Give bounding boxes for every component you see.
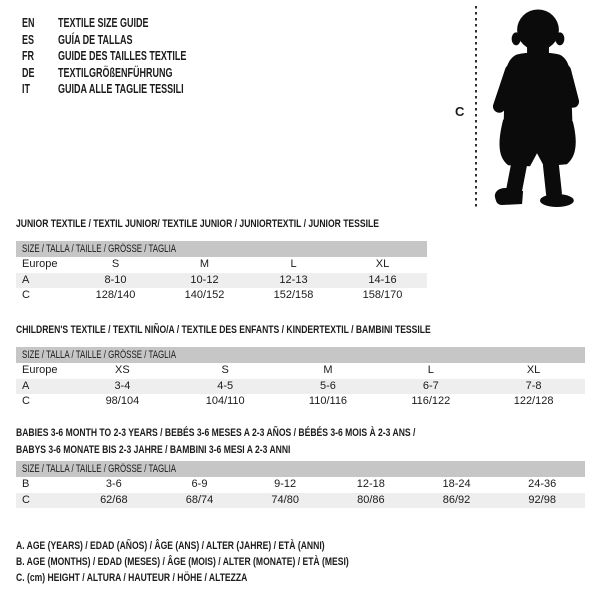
row-label: A <box>22 273 30 286</box>
table-row-europe <box>16 363 585 379</box>
table-cell: 8-10 <box>104 273 127 286</box>
language-row <box>22 32 186 49</box>
table-cell: L <box>427 364 434 376</box>
table-cell: 122/128 <box>513 395 554 407</box>
footnote-line: B. AGE (MONTHS) / EDAD (MESES) / ÂGE (MOIS) / ALTER (MONATE) / ETÀ (MESI) <box>16 556 349 568</box>
size-header-label: SIZE / TALLA / TAILLE / GRÖSSE / TAGLIA <box>22 243 177 255</box>
height-dashed-line <box>474 6 478 207</box>
size-header-label: SIZE / TALLA / TAILLE / GRÖSSE / TAGLIA <box>22 463 177 475</box>
table-cell: L <box>290 258 297 270</box>
table-cell: 92/98 <box>528 493 556 506</box>
table-cell: 10-12 <box>190 273 219 286</box>
row-label: C <box>22 395 30 407</box>
table-cell: 152/158 <box>273 289 314 301</box>
table-cell: 98/104 <box>105 395 140 407</box>
footnotes <box>16 538 349 586</box>
language-code: EN <box>22 16 35 30</box>
table-cell: 62/68 <box>100 493 128 506</box>
size-header-bar <box>16 461 585 477</box>
size-header-label: SIZE / TALLA / TAILLE / GRÖSSE / TAGLIA <box>22 349 177 361</box>
language-title: TEXTILGRÖßENFÜHRUNG <box>58 65 173 80</box>
table-cell: 80/86 <box>357 493 385 506</box>
size-header-bar <box>16 241 427 257</box>
table-row-b <box>16 477 585 493</box>
row-label: C <box>22 493 30 506</box>
language-title: GUIDA ALLE TAGLIE TESSILI <box>58 82 184 96</box>
height-c-label: C <box>455 104 465 119</box>
table-row-europe <box>16 257 427 273</box>
table-cell: S <box>221 364 229 376</box>
footnote-line: C. (cm) HEIGHT / ALTURA / HAUTEUR / HÖHE / ALTEZZA <box>16 572 248 584</box>
table-title: BABIES 3-6 MONTH TO 2-3 YEARS / BEBÉS 3-6 MESES A 2-3 AÑOS / BÉBÉS 3-6 MOIS À 2-3 ANS / BABYS 3-6 MONATE BIS 2-3 JAHRE / BAMBINI 3-6 MESI A 2-3 ANNI <box>16 427 416 456</box>
table-cell: 3-6 <box>105 478 122 490</box>
table-cell: 68/74 <box>185 493 214 506</box>
language-code: IT <box>22 82 30 96</box>
table-cell: XS <box>115 364 130 376</box>
table-cell: 9-12 <box>274 478 297 490</box>
table-cell: 140/152 <box>184 289 225 301</box>
table-cell: XL <box>375 258 390 270</box>
language-code: ES <box>22 32 35 47</box>
language-title: TEXTILE SIZE GUIDE <box>58 16 149 30</box>
table-cell: 18-24 <box>442 478 471 490</box>
table-cell: M <box>199 258 210 270</box>
language-title: GUIDE DES TAILLES TEXTILE <box>58 49 187 63</box>
size-header-bar <box>16 347 585 363</box>
row-label: C <box>22 289 30 301</box>
table-cell: 12-18 <box>356 478 385 490</box>
language-row <box>22 65 186 82</box>
footnote-line: A. AGE (YEARS) / EDAD (AÑOS) / ÂGE (ANS) / ALTER (JAHRE) / ETÀ (ANNI) <box>16 540 325 552</box>
table-cell: XL <box>526 364 541 376</box>
table-cell: 158/170 <box>362 289 403 301</box>
row-label: Europe <box>22 258 58 270</box>
table-cell: 14-16 <box>368 273 397 286</box>
table-title: CHILDREN'S TEXTILE / TEXTIL NIÑO/A / TEXTILE DES ENFANTS / KINDERTEXTIL / BAMBINI TESSILE <box>16 324 431 336</box>
height-figure <box>450 0 600 215</box>
language-row <box>22 15 186 32</box>
table-cell: 116/122 <box>411 395 451 407</box>
row-label: B <box>22 478 30 490</box>
table-row-c <box>16 493 585 509</box>
table-cell: 7-8 <box>525 379 542 392</box>
table-cell: S <box>111 258 120 270</box>
toddler-silhouette-icon <box>488 8 588 207</box>
table-row-a <box>16 379 585 395</box>
size-table-2 <box>16 322 585 410</box>
language-row <box>22 81 186 98</box>
table-row-a <box>16 273 427 289</box>
size-table-1 <box>16 216 427 304</box>
language-title: GUÍA DE TALLAS <box>58 32 133 47</box>
table-cell: 6-7 <box>422 379 439 392</box>
table-row-c <box>16 288 427 304</box>
language-code: DE <box>22 65 35 80</box>
table-cell: 4-5 <box>217 379 234 392</box>
table-cell: 86/92 <box>442 493 471 506</box>
language-row <box>22 48 186 65</box>
table-cell: 128/140 <box>95 289 136 301</box>
table-title: JUNIOR TEXTILE / TEXTIL JUNIOR/ TEXTILE JUNIOR / JUNIORTEXTIL / JUNIOR TESSILE <box>16 218 379 230</box>
table-cell: 110/116 <box>308 395 348 407</box>
table-cell: 24-36 <box>528 478 557 490</box>
size-table-3 <box>16 425 585 508</box>
table-cell: 74/80 <box>271 493 299 506</box>
row-label: Europe <box>22 364 58 376</box>
table-cell: 12-13 <box>279 273 308 286</box>
language-code: FR <box>22 49 35 63</box>
row-label: A <box>22 379 30 392</box>
language-list <box>22 15 186 98</box>
table-cell: 5-6 <box>320 379 336 392</box>
table-cell: M <box>323 364 333 376</box>
table-row-c <box>16 394 585 410</box>
table-cell: 104/110 <box>205 395 245 407</box>
table-cell: 3-4 <box>114 379 131 392</box>
table-cell: 6-9 <box>191 478 208 490</box>
